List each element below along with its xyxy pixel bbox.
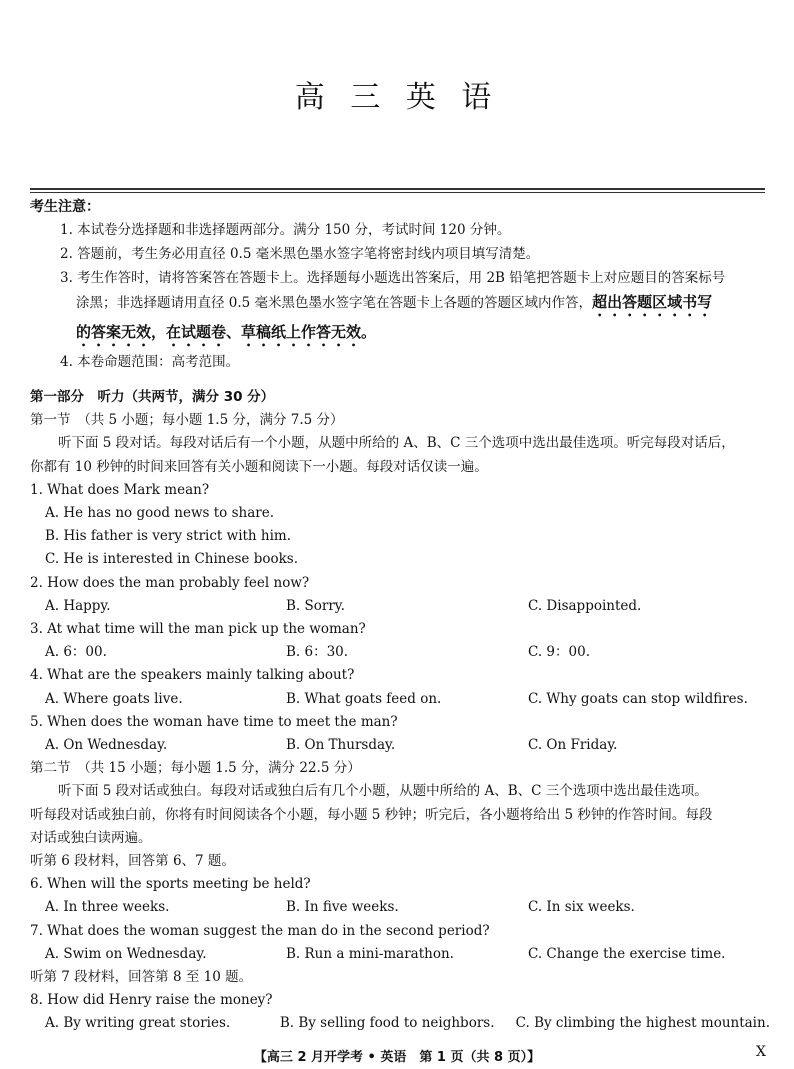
part1-title: 第一部分 听力（共两节，满分 30 分） [30,389,275,405]
question-7-option-c: C. Change the exercise time. [528,945,726,962]
question-1-option-b: B. His father is very strict with him. [45,528,292,545]
question-6-stem: 6. When will the sports meeting be held? [30,876,311,893]
notice-item-3-line3 [30,320,770,350]
notice-emphasis-2: 的答案无效，在试题卷、草稿纸上作答无效。 [76,323,377,341]
notice-item-1: 1. 本试卷分选择题和非选择题两部分。满分 150 分，考试时间 120 分钟。 [60,222,511,238]
listening-part [30,386,770,1036]
question-5-option-c: C. On Friday. [528,737,618,754]
question-5-options [30,734,770,757]
notice-item-3: 3. 考生作答时，请将答案答在答题卡上。选择题每小题选出答案后，用 2B 铅笔把答题卡上对应题目的答案标号 [60,270,726,286]
question-6-option-a: A. In three weeks. [45,899,170,916]
question-5-option-a: A. On Wednesday. [45,737,168,754]
question-1-stem: 1. What does Mark mean? [30,481,210,498]
question-8-option-a: A. By writing great stories. [45,1015,231,1032]
question-1-option-c: C. He is interested in Chinese books. [45,551,298,568]
question-8-stem: 8. How did Henry raise the money? [30,992,273,1009]
question-5-stem: 5. When does the woman have time to meet the man? [30,713,398,730]
question-2-option-a: A. Happy. [45,597,111,614]
section1-instruction-2: 你都有 10 秒钟的时间来回答有关小题和阅读下一小题。每段对话仅读一遍。 [30,458,488,475]
question-8-option-c: C. By climbing the highest mountain. [515,1015,770,1032]
question-7-options [30,943,770,966]
page-footer: 【高三 2 月开学考 • 英语 第 1 页（共 8 页）】 [253,1050,541,1065]
notice-item-3-line2: 涂黑；非选择题请用直径 0.5 毫米黑色墨水签字笔在答题卡上各题的答题区域内作答， [76,295,593,311]
question-4-option-c: C. Why goats can stop wildfires. [528,690,748,707]
question-3-option-a: A. 6：00. [45,644,107,661]
section2-instruction-3: 对话或独白读两遍。 [30,829,152,846]
question-3-options [30,641,770,664]
material-6-intro: 听第 6 段材料，回答第 6、7 题。 [30,853,235,870]
question-2-stem: 2. How does the man probably feel now? [30,574,310,591]
notice-emphasis-1: 超出答题区域书写 [592,293,713,311]
question-6-options [30,896,770,919]
page-title: 高 三 英 语 [294,80,500,115]
question-7-option-b: B. Run a mini-marathon. [286,945,454,962]
question-2-option-c: C. Disappointed. [528,597,642,614]
question-2-options [30,595,770,618]
notice-item-2: 2. 答题前，考生务必用直径 0.5 毫米黑色墨水签字笔将密封线内项目填写清楚。 [60,246,540,262]
question-7-stem: 7. What does the woman suggest the man do in the second period? [30,922,490,939]
section1-instruction-1: 听下面 5 段对话。每段对话后有一个小题，从题中所给的 A、B、C 三个选项中选出最佳选项。听完每段对话后， [58,435,735,452]
header-divider-thick [30,188,765,190]
question-6-option-c: C. In six weeks. [528,899,635,916]
footer-mark: X [756,1044,766,1060]
question-3-stem: 3. At what time will the man pick up the woman? [30,621,366,638]
section2-title: 第二节 （共 15 小题；每小题 1.5 分，满分 22.5 分） [30,760,361,777]
question-7-option-a: A. Swim on Wednesday. [45,945,207,962]
question-5-option-b: B. On Thursday. [286,737,396,754]
header-divider-thin [30,192,765,193]
question-8-option-b: B. By selling food to neighbors. [279,1015,495,1032]
question-6-option-b: B. In five weeks. [286,899,399,916]
section2-instruction-2: 听每段对话或独白前，你将有时间阅读各个小题，每小题 5 秒钟；听完后，各小题将给出 5 秒钟的作答时间。每段 [30,806,713,823]
section1-title: 第一节 （共 5 小题；每小题 1.5 分，满分 7.5 分） [30,412,344,429]
notice-item-3-cont [30,290,770,320]
question-2-option-b: B. Sorry. [286,597,345,614]
material-7-intro: 听第 7 段材料，回答第 8 至 10 题。 [30,969,253,986]
question-3-option-b: B. 6：30. [286,644,349,661]
question-1-option-a: A. He has no good news to share. [45,505,274,522]
question-4-stem: 4. What are the speakers mainly talking about? [30,667,355,684]
notice-heading: 考生注意： [30,199,100,215]
question-4-option-a: A. Where goats live. [45,690,183,707]
question-4-options [30,688,770,711]
notice-item-4: 4. 本卷命题范围：高考范围。 [60,354,240,370]
candidate-notice [30,196,770,374]
question-3-option-c: C. 9：00. [528,644,590,661]
question-8-options [30,1012,770,1035]
section2-instruction-1: 听下面 5 段对话或独白。每段对话或独白后有几个小题，从题中所给的 A、B、C 三个选项中选出最佳选项。 [58,783,708,800]
question-4-option-b: B. What goats feed on. [286,690,442,707]
